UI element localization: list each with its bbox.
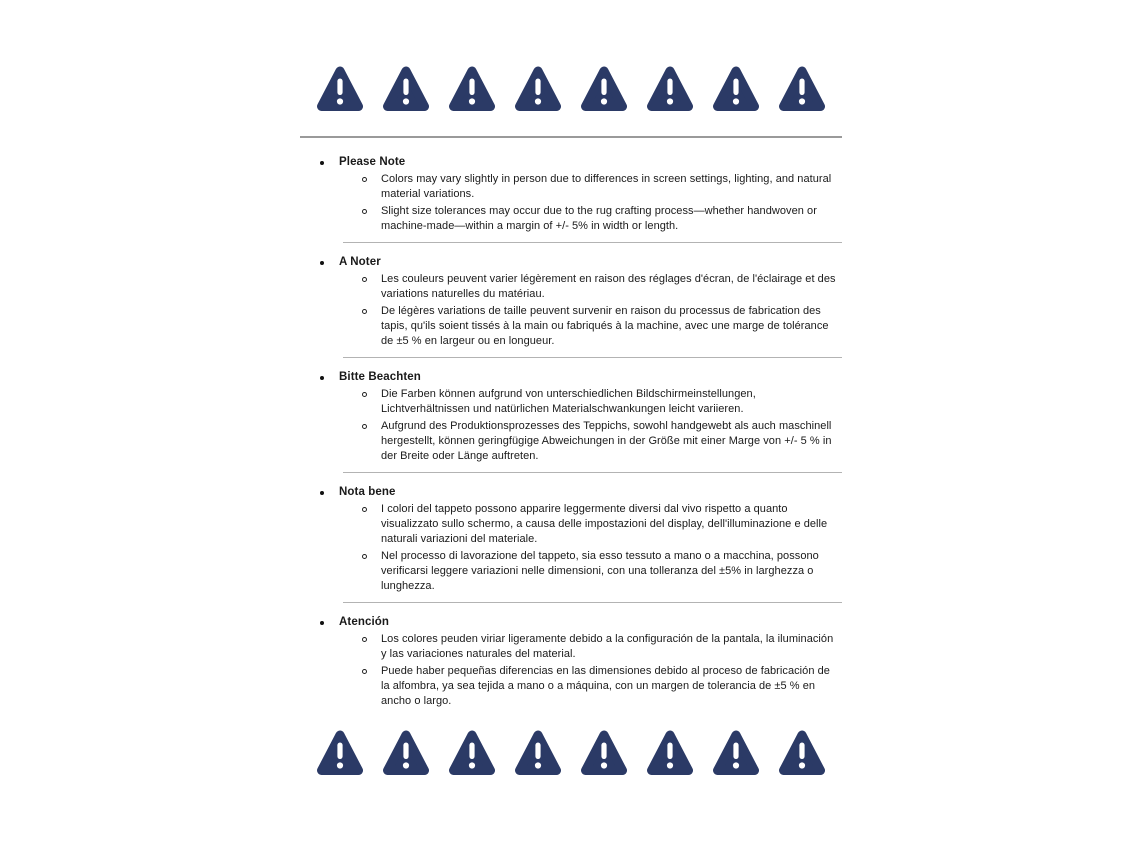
- bullet-icon: [320, 261, 324, 265]
- note-item: [300, 387, 842, 417]
- note-section-spanish: [300, 615, 842, 709]
- note-item: [300, 304, 842, 349]
- note-section-italian: [300, 485, 842, 603]
- warning-icon: [514, 62, 562, 115]
- warning-icon: [580, 62, 628, 115]
- warning-row-top: [300, 62, 842, 115]
- document-page: [300, 0, 842, 858]
- warning-icon: [712, 726, 760, 779]
- note-item: [300, 272, 842, 302]
- warning-icon: [382, 726, 430, 779]
- circle-bullet-icon: [362, 177, 367, 182]
- section-heading-row: [300, 615, 842, 630]
- circle-bullet-icon: [362, 309, 367, 314]
- note-item: [300, 664, 842, 709]
- warning-icon: [580, 726, 628, 779]
- warning-icon: [778, 726, 826, 779]
- warning-icon: [448, 62, 496, 115]
- section-heading: Please Note: [339, 156, 406, 168]
- warning-icon: [514, 726, 562, 779]
- note-text: Les couleurs peuvent varier légèrement en raison des réglages d'écran, de l'éclairage et des variations naturelles du matériau.: [381, 273, 836, 300]
- section-divider: [343, 602, 842, 603]
- circle-bullet-icon: [362, 637, 367, 642]
- warning-row-bottom: [300, 726, 842, 779]
- circle-bullet-icon: [362, 669, 367, 674]
- section-heading: Bitte Beachten: [339, 371, 421, 383]
- note-text: Puede haber pequeñas diferencias en las dimensiones debido al proceso de fabricación de la alfombra, ya sea tejida a mano o a máquina, con un margen de tolerancia de ±5 % en ancho o largo.: [381, 665, 830, 707]
- section-divider: [343, 357, 842, 358]
- circle-bullet-icon: [362, 424, 367, 429]
- bullet-icon: [320, 161, 324, 165]
- section-divider: [343, 472, 842, 473]
- note-item: [300, 172, 842, 202]
- notes-list: [300, 155, 842, 709]
- note-section-english: [300, 155, 842, 243]
- circle-bullet-icon: [362, 209, 367, 214]
- warning-icon: [382, 62, 430, 115]
- note-item: [300, 632, 842, 662]
- warning-icon: [646, 62, 694, 115]
- warning-icon: [646, 726, 694, 779]
- note-section-german: [300, 370, 842, 473]
- section-heading: Atención: [339, 616, 389, 628]
- section-divider: [343, 242, 842, 243]
- note-text: Nel processo di lavorazione del tappeto, sia esso tessuto a mano o a macchina, possono verificarsi leggere variazioni nelle dimensioni, con una tolleranza del ±5% in larghezza o lunghezza.: [381, 550, 819, 592]
- warning-icon: [448, 726, 496, 779]
- warning-icon: [316, 726, 364, 779]
- bullet-icon: [320, 491, 324, 495]
- circle-bullet-icon: [362, 277, 367, 282]
- bullet-icon: [320, 376, 324, 380]
- top-divider: [300, 136, 842, 138]
- warning-icon: [712, 62, 760, 115]
- warning-icon: [316, 62, 364, 115]
- section-heading: Nota bene: [339, 486, 396, 498]
- note-text: Colors may vary slightly in person due to differences in screen settings, lighting, and natural material variations.: [381, 173, 832, 200]
- note-section-french: [300, 255, 842, 358]
- note-item: [300, 549, 842, 594]
- note-item: [300, 502, 842, 547]
- circle-bullet-icon: [362, 507, 367, 512]
- note-text: Slight size tolerances may occur due to the rug crafting process—whether handwoven or machine-made—within a margin of +/- 5% in width or length.: [381, 205, 817, 232]
- section-heading-row: [300, 155, 842, 170]
- note-text: Los colores peuden viriar ligeramente debido a la configuración de la pantala, la iluminación y las variaciones naturales del material.: [381, 633, 834, 660]
- circle-bullet-icon: [362, 392, 367, 397]
- section-heading-row: [300, 485, 842, 500]
- warning-icon: [778, 62, 826, 115]
- section-heading: A Noter: [339, 256, 381, 268]
- section-heading-row: [300, 370, 842, 385]
- section-heading-row: [300, 255, 842, 270]
- note-text: Die Farben können aufgrund von unterschiedlichen Bildschirmeinstellungen, Lichtverhältnissen und natürlichen Materialschwankungen leicht variieren.: [381, 388, 756, 415]
- note-text: De légères variations de taille peuvent survenir en raison du processus de fabrication des tapis, qu'ils soient tissés à la main ou fabriqués à la machine, avec une marge de tolérance de ±5 % en largeur ou en longueur.: [381, 305, 829, 347]
- circle-bullet-icon: [362, 554, 367, 559]
- note-text: Aufgrund des Produktionsprozesses des Teppichs, sowohl handgewebt als auch maschinell hergestellt, können geringfügige Abweichungen in der Größe mit einer Marge von +/- 5 % in der Breite oder Länge auftreten.: [381, 420, 832, 462]
- bullet-icon: [320, 621, 324, 625]
- note-item: [300, 419, 842, 464]
- note-text: I colori del tappeto possono apparire leggermente diversi dal vivo rispetto a quanto visualizzato sullo schermo, a causa delle impostazioni del display, dell'illuminazione e delle naturali variazioni del materiale.: [381, 503, 828, 545]
- note-item: [300, 204, 842, 234]
